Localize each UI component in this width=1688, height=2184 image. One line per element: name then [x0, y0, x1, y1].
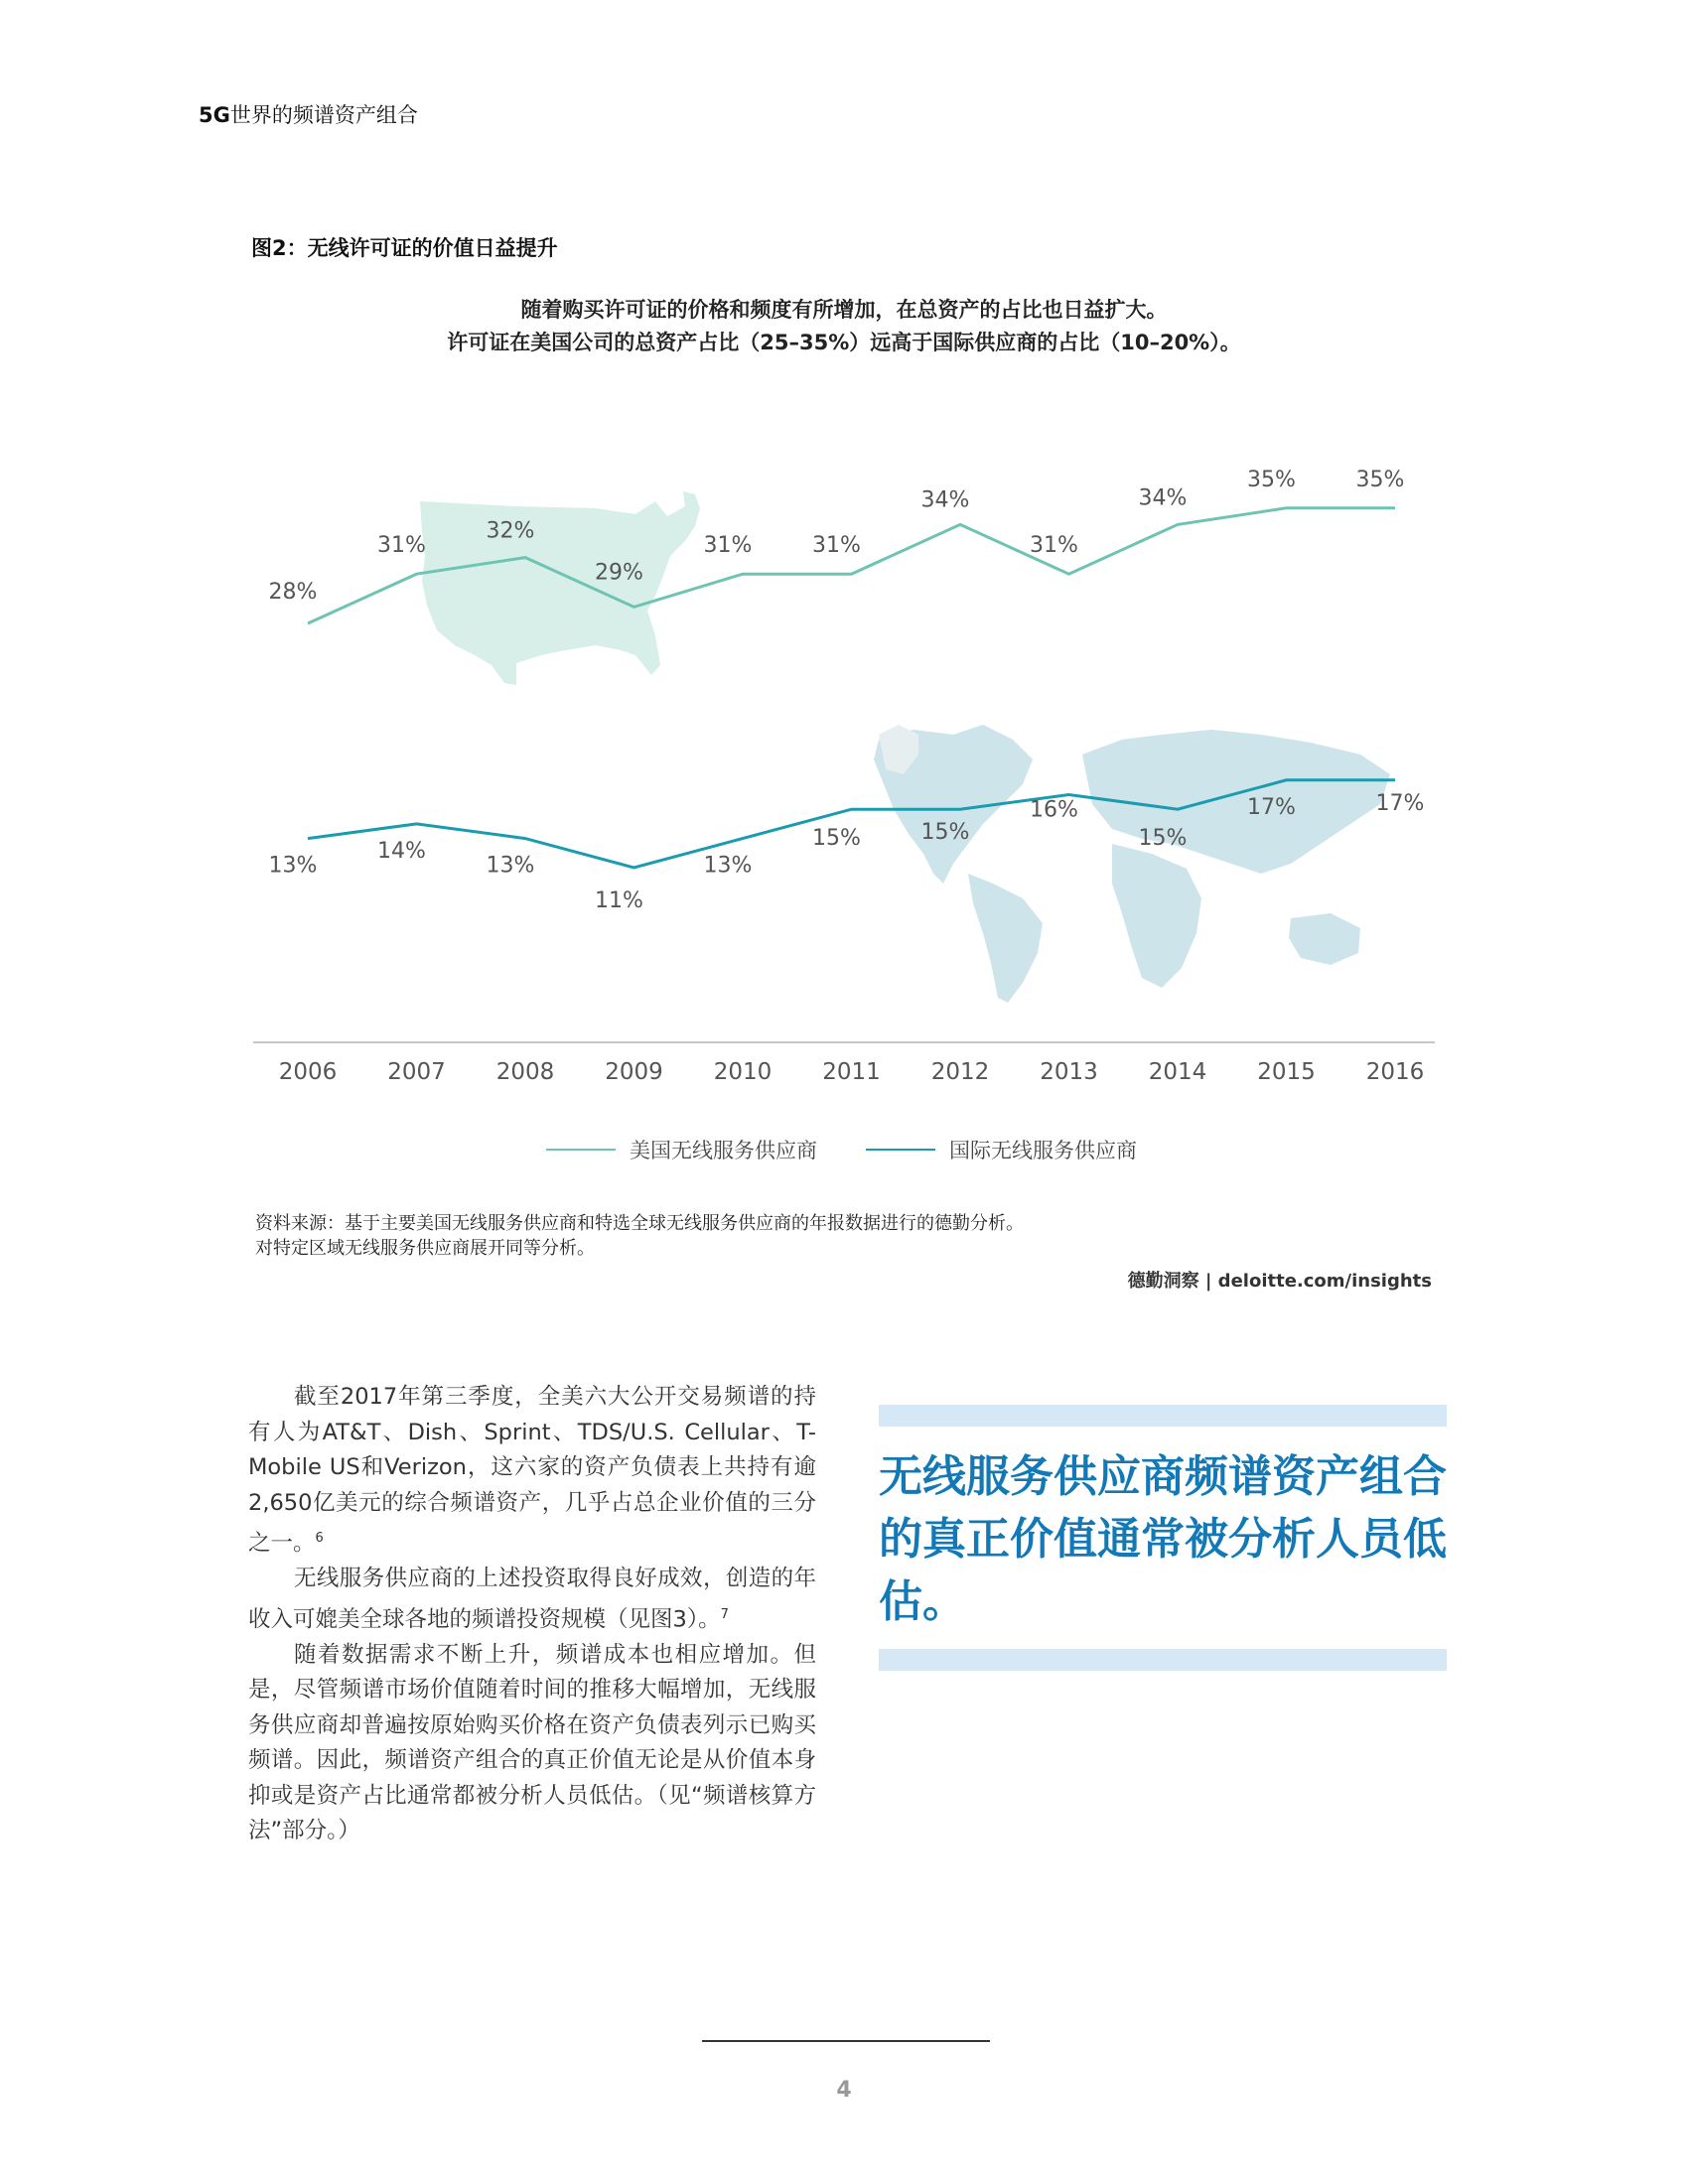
x-tick-label: 2015 [1257, 1059, 1316, 1085]
x-tick-label: 2010 [713, 1059, 773, 1085]
body-paragraph-2-text: 无线服务供应商的上述投资取得良好成效，创造的年收入可媲美全球各地的频谱投资规模（见图3）。 [248, 1566, 816, 1632]
body-paragraph-2 [248, 1562, 816, 1638]
page-number: 4 [836, 2078, 852, 2103]
pullquote-top-bar [879, 1405, 1447, 1427]
us-data-label: 35% [1247, 467, 1296, 492]
figure-subtitle-line-2: 许可证在美国公司的总资产占比（25–35%）远高于国际供应商的占比（10–20%）。 [447, 331, 1241, 354]
x-tick-label: 2011 [822, 1059, 881, 1085]
x-tick-label: 2013 [1040, 1059, 1098, 1085]
us-data-label: 31% [812, 533, 861, 559]
figure-title: 图2：无线许可证的价值日益提升 [251, 236, 558, 260]
us-data-label: 31% [1030, 533, 1078, 559]
intl-data-label: 11% [595, 888, 643, 913]
credit-line: 德勤洞察 | deloitte.com/insights [1127, 1271, 1432, 1292]
legend-swatch-intl [866, 1149, 935, 1151]
figure-subtitle-line-1: 随着购买许可证的价格和频度有所增加，在总资产的占比也日益扩大。 [520, 298, 1168, 322]
world-map-silhouette [874, 725, 1390, 1003]
us-data-label: 34% [920, 487, 970, 513]
intl-data-label: 15% [920, 820, 970, 846]
intl-data-label: 13% [486, 853, 535, 879]
us-data-label: 31% [703, 533, 753, 559]
source-line-2: 对特定区域无线服务供应商展开同等分析。 [255, 1238, 595, 1259]
footer-rule [702, 2040, 990, 2042]
body-paragraph-1 [248, 1380, 816, 1562]
intl-data-label: 15% [812, 826, 861, 852]
legend-item-intl [866, 1135, 1137, 1164]
footnote-ref-7: 7 [720, 1606, 729, 1622]
us-map-silhouette [420, 491, 700, 685]
legend-label-us: 美国无线服务供应商 [630, 1139, 817, 1162]
legend-swatch-us [546, 1149, 616, 1151]
us-data-label: 29% [595, 560, 643, 586]
intl-data-label: 15% [1138, 826, 1188, 852]
x-tick-label: 2008 [495, 1059, 555, 1085]
legend-label-intl: 国际无线服务供应商 [949, 1139, 1137, 1162]
pullquote: 无线服务供应商频谱资产组合的真正价值通常被分析人员低估。 [879, 1451, 1447, 1627]
x-tick-label: 2016 [1365, 1059, 1425, 1085]
intl-data-label: 16% [1030, 797, 1078, 823]
x-tick-label: 2007 [387, 1059, 446, 1085]
intl-data-label: 14% [377, 838, 426, 864]
x-tick-label: 2012 [930, 1059, 990, 1085]
body-paragraph-1-text: 截至2017年第三季度，全美六大公开交易频谱的持有人为AT&T、Dish、Sprint、TDS/U.S. Cellular、T-Mobile US和Verizon，这六家的资产负债表上共持有逾2,650亿美元的综合频谱资产，几乎占总企业价值的三分之一。 [248, 1384, 816, 1557]
pullquote-bottom-bar [879, 1649, 1447, 1671]
body-paragraph-3: 随着数据需求不断上升，频谱成本也相应增加。但是，尽管频谱市场价值随着时间的推移大幅增加，无线服务供应商却普遍按原始购买价格在资产负债表列示已购买频谱。因此，频谱资产组合的真正价值无论是从价值本身抑或是资产占比通常都被分析人员低估。（见“频谱核算方法”部分。） [248, 1641, 816, 1843]
body-text [248, 1380, 816, 1849]
footnote-ref-6: 6 [315, 1531, 324, 1546]
x-tick-label: 2006 [278, 1059, 338, 1085]
source-note [255, 1211, 1024, 1261]
intl-data-label: 17% [1375, 790, 1425, 816]
us-data-label: 31% [377, 533, 426, 559]
us-data-label: 32% [486, 518, 535, 544]
us-data-label: 28% [268, 580, 318, 605]
x-tick-label: 2014 [1148, 1059, 1207, 1085]
us-data-label: 35% [1355, 467, 1405, 492]
running-header-text: 世界的频谱资产组合 [229, 103, 418, 127]
us-data-label: 34% [1138, 485, 1188, 511]
legend-item-us [546, 1135, 817, 1164]
intl-data-label: 17% [1247, 794, 1296, 820]
intl-data-label: 13% [268, 853, 318, 879]
x-tick-label: 2009 [605, 1059, 663, 1085]
intl-data-label: 13% [703, 853, 753, 879]
source-line-1: 资料来源：基于主要美国无线服务供应商和特选全球无线服务供应商的年报数据进行的德勤分析。 [255, 1213, 1024, 1234]
running-header-prefix: 5G [199, 103, 230, 127]
